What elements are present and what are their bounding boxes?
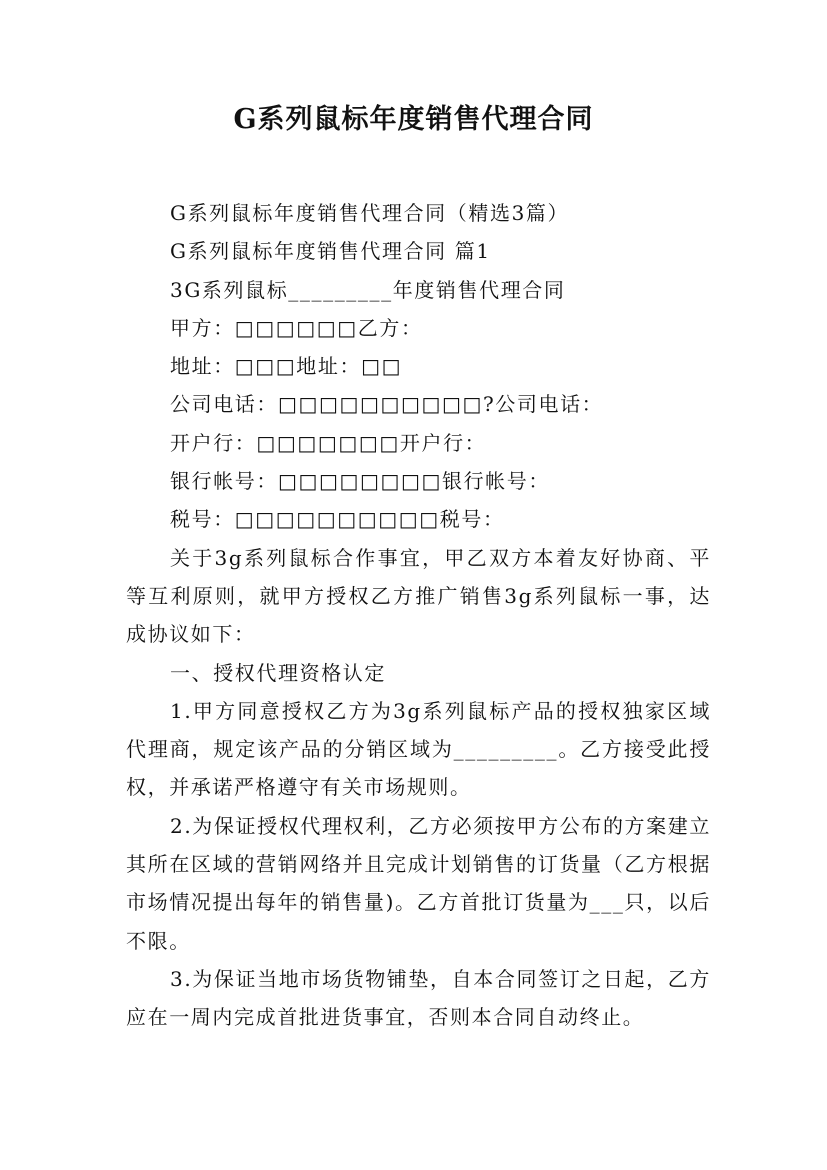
paragraph-address: 地址：□□□地址：□□ (170, 354, 403, 379)
paragraph-party: 甲方：□□□□□□乙方： (170, 315, 423, 340)
paragraph-clause-heading: 一、授权代理资格认定 (170, 660, 386, 685)
document-body (126, 194, 711, 1037)
paragraph-section-heading: G系列鼠标年度销售代理合同 篇1 (170, 239, 491, 264)
paragraph-phone: 公司电话：□□□□□□□□□□?公司电话： (170, 392, 604, 417)
document-title: G系列鼠标年度销售代理合同 (233, 104, 594, 135)
paragraph-account: 银行帐号：□□□□□□□□银行帐号： (170, 469, 550, 494)
paragraph-clause-2: 2.为保证授权代理权利，乙方必须按甲方公布的方案建立其所在区域的营销网络并且完成计划销售的订货量（乙方根据市场情况提出每年的销售量)。乙方首批订货量为___只，以后不限。 (126, 813, 711, 953)
paragraph-clause-1: 1.甲方同意授权乙方为3g系列鼠标产品的授权独家区域代理商，规定该产品的分销区域为_________。乙方接受此授权，并承诺严格遵守有关市场规则。 (126, 698, 711, 800)
paragraph-tax-id: 税号：□□□□□□□□□□税号： (170, 507, 505, 532)
paragraph-contract-name: 3G系列鼠标_________年度销售代理合同 (170, 277, 566, 302)
paragraph-intro: 关于3g系列鼠标合作事宜，甲乙双方本着友好协商、平等互利原则，就甲方授权乙方推广销售3g系列鼠标一事，达成协议如下： (126, 545, 711, 647)
paragraph-clause-3: 3.为保证当地市场货物铺垫，自本合同签订之日起，乙方应在一周内完成首批进货事宜，否则本合同自动终止。 (126, 966, 711, 1030)
paragraph-subtitle: G系列鼠标年度销售代理合同（精选3篇） (170, 201, 570, 225)
paragraph-bank: 开户行：□□□□□□□开户行： (170, 430, 487, 455)
